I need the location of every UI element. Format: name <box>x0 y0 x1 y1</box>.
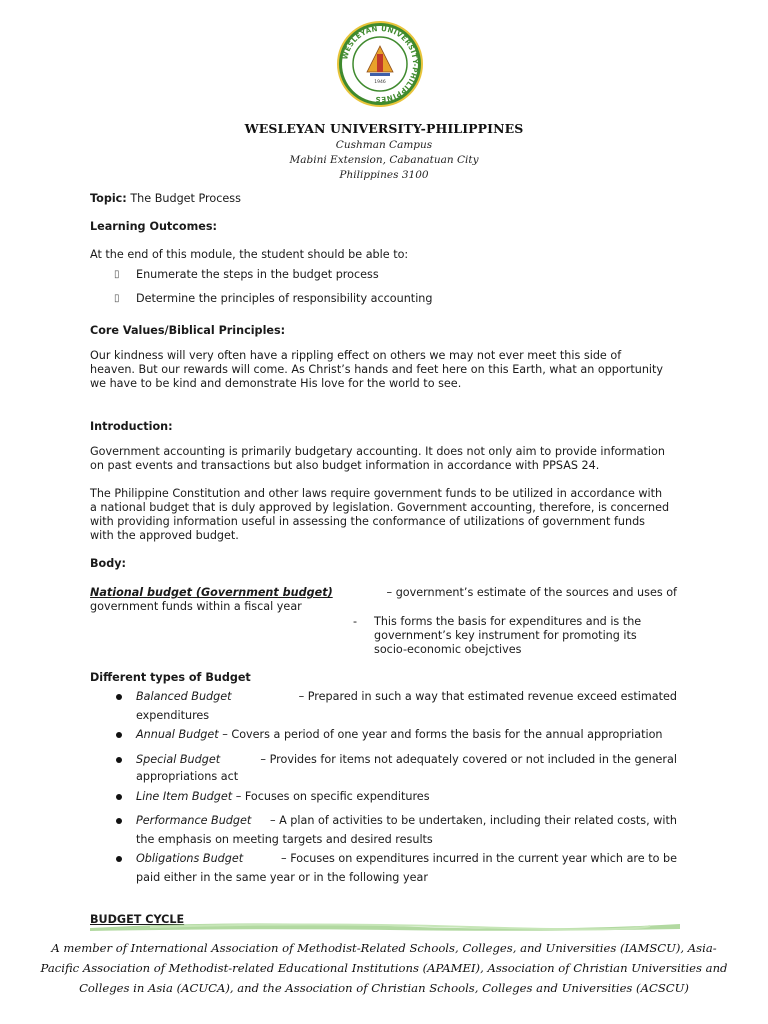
street-address: Mabini Extension, Cabanatuan City <box>289 154 479 166</box>
budget-type-desc: – Covers a period of one year and forms the basis for the annual appropriation <box>222 728 663 741</box>
note-line: This forms the basis for expenditures and is the <box>374 615 642 628</box>
bullet-glyph-icon: ▯ <box>114 293 120 304</box>
budget-type-item <box>136 852 677 866</box>
budget-type-item <box>136 814 677 828</box>
national-budget-definition <box>90 586 677 600</box>
national-budget-term: National budget (Government budget) <box>90 586 333 599</box>
bullet-icon <box>116 694 122 700</box>
footer-line: Pacific Association of Methodist-related Educational Institutions (APAMEI), Association of Christian Universities and <box>40 961 728 975</box>
introduction-p1-line: Government accounting is primarily budgetary accounting. It does not only aim to provide information <box>90 445 665 458</box>
topic-value: The Budget Process <box>130 192 241 205</box>
budget-type-item <box>136 728 663 742</box>
note-line: government’s key instrument for promoting its <box>374 629 637 642</box>
budget-type-desc-cont: paid either in the same year or in the following year <box>136 871 428 884</box>
topic-label: Topic: <box>90 192 127 205</box>
budget-type-desc: – Provides for items not adequately covered or not included in the general <box>260 753 677 766</box>
footer-line: Colleges in Asia (ACUCA), and the Association of Christian Schools, Colleges and Universities (ACSCU) <box>79 981 689 995</box>
budget-type-name: Obligations Budget <box>136 852 244 865</box>
bullet-icon <box>116 757 122 763</box>
budget-types-heading: Different types of Budget <box>90 671 251 684</box>
budget-type-item <box>136 690 677 704</box>
budget-type-name: Performance Budget <box>136 814 252 827</box>
country-address: Philippines 3100 <box>339 169 429 181</box>
body-heading: Body: <box>90 557 126 570</box>
footer-line: A member of International Association of Methodist-Related Schools, Colleges, and Universities (IAMSCU), Asia- <box>51 941 717 955</box>
learning-outcomes-heading: Learning Outcomes: <box>90 220 217 233</box>
budget-type-desc: – Prepared in such a way that estimated revenue exceed estimated <box>298 690 677 703</box>
note-dash: - <box>353 615 358 628</box>
budget-cycle-heading: BUDGET CYCLE <box>90 913 185 926</box>
core-values-heading: Core Values/Biblical Principles: <box>90 324 286 337</box>
learning-outcomes-intro: At the end of this module, the student should be able to: <box>90 248 409 261</box>
budget-type-desc-cont: expenditures <box>136 709 210 722</box>
budget-type-desc: – Focuses on expenditures incurred in the current year which are to be <box>281 852 677 865</box>
svg-text:WESLEYAN UNIVERSITY-PHILIPPINE: WESLEYAN UNIVERSITY-PHILIPPINES <box>341 24 420 104</box>
note-line: socio-economic obejctives <box>374 643 522 656</box>
outcome-item: Enumerate the steps in the budget process <box>136 268 379 281</box>
budget-type-name: Special Budget <box>136 753 221 766</box>
university-seal-logo <box>336 20 424 108</box>
national-budget-definition-cont: government funds within a fiscal year <box>90 600 302 613</box>
budget-type-name: Line Item Budget <box>136 790 233 803</box>
footer-band-decoration <box>90 918 680 934</box>
topic-line <box>90 192 241 206</box>
introduction-p1-line: on past events and transactions but also budget information in accordance with PPSAS 24. <box>90 459 600 472</box>
introduction-p2-line: The Philippine Constitution and other laws require government funds to be utilized in accordance with <box>90 487 663 500</box>
national-budget-definition-text: – government’s estimate of the sources and uses of <box>386 586 677 599</box>
budget-type-name: Annual Budget <box>136 728 219 741</box>
budget-type-desc: – Focuses on specific expenditures <box>235 790 430 803</box>
core-values-line: Our kindness will very often have a rippling effect on others we may not ever meet this side of <box>90 349 622 362</box>
bullet-glyph-icon: ▯ <box>114 269 120 280</box>
bullet-icon <box>116 856 122 862</box>
budget-type-item <box>136 790 430 804</box>
membership-footer <box>30 938 738 998</box>
bullet-icon <box>116 794 122 800</box>
core-values-line: we have to be kind and demonstrate His love for the world to see. <box>90 377 462 390</box>
introduction-heading: Introduction: <box>90 420 173 433</box>
budget-type-desc-cont: appropriations act <box>136 770 239 783</box>
budget-type-name: Balanced Budget <box>136 690 232 703</box>
university-name: WESLEYAN UNIVERSITY-PHILIPPINES <box>244 121 524 136</box>
core-values-line: heaven. But our rewards will come. As Christ’s hands and feet here on this Earth, what an opportunity <box>90 363 664 376</box>
svg-text:1946: 1946 <box>374 80 386 85</box>
introduction-p2-line: with the approved budget. <box>90 529 239 542</box>
introduction-p2-line: a national budget that is duly approved by legislation. Government accounting, therefore, is concerned <box>90 501 670 514</box>
campus-name: Cushman Campus <box>335 139 433 151</box>
budget-type-desc-cont: the emphasis on meeting targets and desired results <box>136 833 433 846</box>
outcome-item: Determine the principles of responsibility accounting <box>136 292 433 305</box>
bullet-icon <box>116 818 122 824</box>
introduction-p2-line: with providing information useful in assessing the conformance of utilizations of government funds <box>90 515 646 528</box>
budget-type-item <box>136 753 677 767</box>
bullet-icon <box>116 732 122 738</box>
budget-type-desc: – A plan of activities to be undertaken, including their related costs, with <box>269 814 677 827</box>
